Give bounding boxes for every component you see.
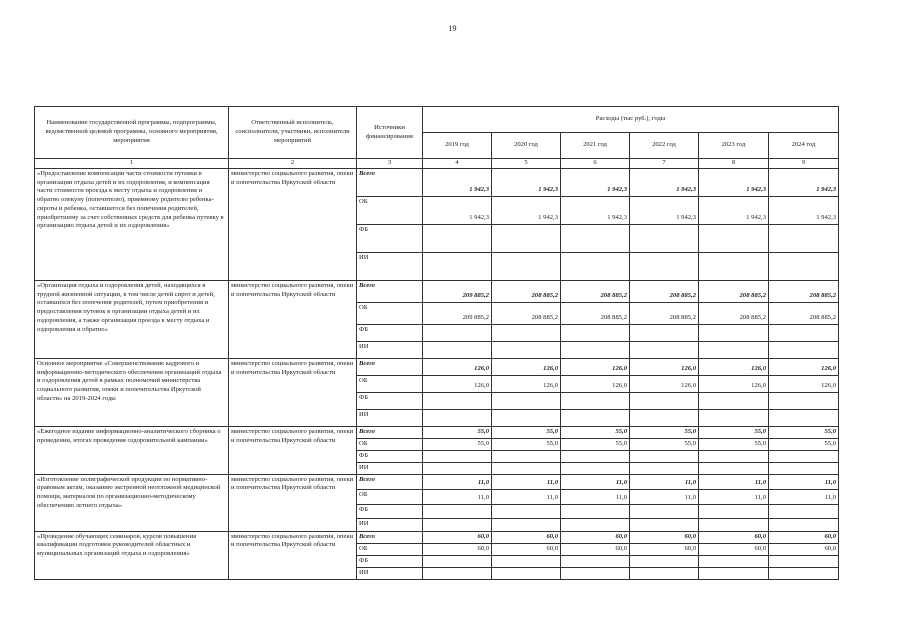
amount-cell: 1 942,3 bbox=[630, 197, 699, 225]
amount-cell bbox=[699, 393, 769, 410]
amount-cell bbox=[423, 393, 492, 410]
amount-cell: 208 885,2 bbox=[561, 303, 630, 325]
amount-cell bbox=[561, 463, 630, 475]
amount-cell: 55,0 bbox=[492, 427, 561, 439]
column-number: 5 bbox=[492, 159, 561, 169]
amount-cell bbox=[423, 253, 492, 281]
amount-cell bbox=[492, 225, 561, 253]
amount-cell: 60,0 bbox=[492, 531, 561, 543]
amount-cell bbox=[699, 410, 769, 427]
amount-cell: 55,0 bbox=[769, 439, 839, 451]
amount-cell bbox=[699, 463, 769, 475]
header-sources: Источники финансирования bbox=[357, 107, 423, 159]
amount-cell: 11,0 bbox=[492, 474, 561, 489]
amount-cell bbox=[769, 504, 839, 518]
amount-cell: 60,0 bbox=[561, 543, 630, 555]
amount-cell: 1 942,3 bbox=[561, 197, 630, 225]
amount-cell bbox=[492, 518, 561, 531]
amount-cell bbox=[769, 393, 839, 410]
amount-cell: 55,0 bbox=[492, 439, 561, 451]
amount-cell: 208 885,2 bbox=[699, 303, 769, 325]
amount-cell: 1 942,3 bbox=[492, 169, 561, 197]
funding-source: ИИ bbox=[357, 463, 423, 475]
amount-cell bbox=[630, 518, 699, 531]
header-expenses: Расходы (тыс руб.), годы bbox=[423, 107, 839, 133]
amount-cell: 126,0 bbox=[561, 359, 630, 376]
amount-cell bbox=[423, 451, 492, 463]
amount-cell bbox=[561, 567, 630, 579]
activity-executor: министерство социального развития, опеки и попечительства Иркутской области bbox=[229, 359, 357, 427]
amount-cell: 126,0 bbox=[423, 376, 492, 393]
amount-cell: 60,0 bbox=[492, 543, 561, 555]
amount-cell: 60,0 bbox=[630, 531, 699, 543]
amount-cell bbox=[492, 451, 561, 463]
amount-cell bbox=[769, 567, 839, 579]
column-number: 4 bbox=[423, 159, 492, 169]
amount-cell bbox=[423, 325, 492, 342]
amount-cell: 60,0 bbox=[423, 531, 492, 543]
funding-source: ИИ bbox=[357, 567, 423, 579]
amount-cell bbox=[423, 463, 492, 475]
column-number: 3 bbox=[357, 159, 423, 169]
amount-cell bbox=[769, 518, 839, 531]
amount-cell: 1 942,3 bbox=[699, 169, 769, 197]
activity-executor: министерство социального развития, опеки и попечительства Иркутской области bbox=[229, 531, 357, 579]
funding-source: ИИ bbox=[357, 342, 423, 359]
funding-source: ОБ bbox=[357, 489, 423, 504]
amount-cell bbox=[423, 504, 492, 518]
amount-cell: 60,0 bbox=[423, 543, 492, 555]
amount-cell bbox=[561, 518, 630, 531]
activity-name: «Предоставление компенсации части стоимости путевки в организации отдыха детей и их оздоровления, и компенсация части стоимости проезда к месту отдыха и оздоровления и обратно опекуну (попечителю), приемному родителю ребенка-сироты и ребенка, оставшегося без попечения родителей, приобретшему за счет собственных средств для ребенка путевку в организацию отдыха детей и их оздоровления» bbox=[35, 169, 229, 281]
amount-cell bbox=[561, 225, 630, 253]
header-year: 2019 год bbox=[423, 133, 492, 159]
funding-source: ФБ bbox=[357, 393, 423, 410]
funding-source: Всего bbox=[357, 474, 423, 489]
header-year: 2024 год bbox=[769, 133, 839, 159]
column-number: 6 bbox=[561, 159, 630, 169]
amount-cell bbox=[630, 410, 699, 427]
amount-cell: 1 942,3 bbox=[630, 169, 699, 197]
funding-source: ИИ bbox=[357, 518, 423, 531]
table-row bbox=[35, 474, 839, 489]
amount-cell: 208 885,2 bbox=[492, 303, 561, 325]
amount-cell: 1 942,3 bbox=[769, 169, 839, 197]
amount-cell bbox=[561, 342, 630, 359]
amount-cell: 208 885,2 bbox=[630, 281, 699, 303]
amount-cell bbox=[423, 410, 492, 427]
amount-cell bbox=[630, 451, 699, 463]
table-row bbox=[35, 169, 839, 197]
funding-source: ФБ bbox=[357, 451, 423, 463]
amount-cell: 55,0 bbox=[561, 439, 630, 451]
amount-cell: 11,0 bbox=[561, 489, 630, 504]
amount-cell: 1 942,3 bbox=[423, 197, 492, 225]
expenses-table bbox=[34, 106, 839, 580]
amount-cell bbox=[423, 567, 492, 579]
activity-executor: министерство социального развития, опеки и попечительства Иркутской области bbox=[229, 427, 357, 475]
amount-cell: 126,0 bbox=[699, 376, 769, 393]
amount-cell bbox=[699, 253, 769, 281]
funding-source: ОБ bbox=[357, 197, 423, 225]
column-number: 9 bbox=[769, 159, 839, 169]
amount-cell: 60,0 bbox=[769, 543, 839, 555]
amount-cell bbox=[769, 253, 839, 281]
amount-cell bbox=[561, 504, 630, 518]
amount-cell bbox=[492, 504, 561, 518]
header-year: 2020 год bbox=[492, 133, 561, 159]
amount-cell bbox=[630, 555, 699, 567]
amount-cell bbox=[492, 567, 561, 579]
amount-cell bbox=[699, 504, 769, 518]
amount-cell: 55,0 bbox=[423, 439, 492, 451]
amount-cell bbox=[561, 555, 630, 567]
amount-cell bbox=[769, 342, 839, 359]
amount-cell: 55,0 bbox=[423, 427, 492, 439]
amount-cell bbox=[561, 325, 630, 342]
activity-name: «Организация отдыха и оздоровления детей, находящихся в трудной жизненной ситуации, в том числе детей сирот и детей, оставшихся без попечения родителей, путем приобретения и предоставления путевок в организации отдыха детей и их оздоровления, а также организация проезда к месту отдыха и оздоровления и обратно» bbox=[35, 281, 229, 359]
amount-cell: 55,0 bbox=[630, 427, 699, 439]
amount-cell: 11,0 bbox=[630, 489, 699, 504]
amount-cell bbox=[492, 393, 561, 410]
amount-cell: 208 885,2 bbox=[492, 281, 561, 303]
funding-source: ФБ bbox=[357, 325, 423, 342]
amount-cell bbox=[630, 463, 699, 475]
amount-cell bbox=[630, 225, 699, 253]
amount-cell bbox=[492, 325, 561, 342]
amount-cell: 60,0 bbox=[699, 543, 769, 555]
amount-cell: 209 885,2 bbox=[423, 303, 492, 325]
amount-cell: 11,0 bbox=[699, 474, 769, 489]
header-name: Наименование государственной программы, подпрограммы, ведомственной целевой программы, основного мероприятия, мероприятия bbox=[35, 107, 229, 159]
funding-source: Всего bbox=[357, 531, 423, 543]
amount-cell bbox=[630, 567, 699, 579]
amount-cell: 126,0 bbox=[699, 359, 769, 376]
amount-cell bbox=[769, 410, 839, 427]
header-year: 2023 год bbox=[699, 133, 769, 159]
amount-cell: 11,0 bbox=[630, 474, 699, 489]
amount-cell bbox=[769, 325, 839, 342]
amount-cell: 55,0 bbox=[699, 439, 769, 451]
amount-cell: 1 942,3 bbox=[699, 197, 769, 225]
amount-cell: 126,0 bbox=[492, 376, 561, 393]
amount-cell bbox=[423, 225, 492, 253]
amount-cell: 126,0 bbox=[561, 376, 630, 393]
column-number: 1 bbox=[35, 159, 229, 169]
amount-cell: 60,0 bbox=[769, 531, 839, 543]
amount-cell bbox=[492, 253, 561, 281]
funding-source: Всего bbox=[357, 359, 423, 376]
table-row bbox=[35, 531, 839, 543]
funding-source: ОБ bbox=[357, 376, 423, 393]
amount-cell: 11,0 bbox=[423, 474, 492, 489]
activity-executor: министерство социального развития, опеки и попечительства Иркутской области bbox=[229, 169, 357, 281]
amount-cell: 208 885,2 bbox=[561, 281, 630, 303]
amount-cell bbox=[561, 253, 630, 281]
amount-cell bbox=[630, 504, 699, 518]
funding-source: ФБ bbox=[357, 504, 423, 518]
amount-cell: 208 885,2 bbox=[769, 281, 839, 303]
amount-cell bbox=[769, 463, 839, 475]
amount-cell: 1 942,3 bbox=[492, 197, 561, 225]
amount-cell bbox=[423, 342, 492, 359]
amount-cell: 126,0 bbox=[769, 376, 839, 393]
amount-cell: 55,0 bbox=[699, 427, 769, 439]
amount-cell bbox=[492, 342, 561, 359]
amount-cell: 126,0 bbox=[769, 359, 839, 376]
column-number: 8 bbox=[699, 159, 769, 169]
activity-name: Основное мероприятие «Совершенствование кадрового и информационно-методического обеспечения организаций отдыха и оздоровления детей в рамках полномочий министерства социального развития, опеки и попечительства Иркутской области» на 2019-2024 годы bbox=[35, 359, 229, 427]
amount-cell bbox=[492, 463, 561, 475]
amount-cell: 126,0 bbox=[492, 359, 561, 376]
header-year: 2021 год bbox=[561, 133, 630, 159]
amount-cell: 55,0 bbox=[630, 439, 699, 451]
amount-cell: 126,0 bbox=[630, 359, 699, 376]
amount-cell bbox=[561, 410, 630, 427]
activity-executor: министерство социального развития, опеки и попечительства Иркутской области bbox=[229, 281, 357, 359]
amount-cell bbox=[492, 410, 561, 427]
amount-cell bbox=[699, 518, 769, 531]
amount-cell: 11,0 bbox=[769, 489, 839, 504]
amount-cell: 1 942,3 bbox=[423, 169, 492, 197]
header-year: 2022 год bbox=[630, 133, 699, 159]
amount-cell bbox=[630, 325, 699, 342]
amount-cell bbox=[769, 451, 839, 463]
column-number: 7 bbox=[630, 159, 699, 169]
amount-cell: 1 942,3 bbox=[561, 169, 630, 197]
amount-cell: 209 885,2 bbox=[423, 281, 492, 303]
amount-cell: 11,0 bbox=[769, 474, 839, 489]
table-row bbox=[35, 359, 839, 376]
amount-cell: 208 885,2 bbox=[630, 303, 699, 325]
amount-cell: 1 942,3 bbox=[769, 197, 839, 225]
funding-source: ФБ bbox=[357, 225, 423, 253]
amount-cell: 126,0 bbox=[423, 359, 492, 376]
funding-source: ОБ bbox=[357, 439, 423, 451]
funding-source: Всего bbox=[357, 169, 423, 197]
amount-cell bbox=[699, 325, 769, 342]
amount-cell: 60,0 bbox=[699, 531, 769, 543]
amount-cell bbox=[561, 451, 630, 463]
amount-cell bbox=[769, 225, 839, 253]
amount-cell: 60,0 bbox=[561, 531, 630, 543]
funding-source: Всего bbox=[357, 281, 423, 303]
amount-cell bbox=[699, 451, 769, 463]
amount-cell bbox=[492, 555, 561, 567]
amount-cell bbox=[769, 555, 839, 567]
amount-cell: 55,0 bbox=[769, 427, 839, 439]
amount-cell bbox=[699, 555, 769, 567]
amount-cell bbox=[630, 342, 699, 359]
amount-cell bbox=[423, 555, 492, 567]
amount-cell bbox=[630, 253, 699, 281]
amount-cell bbox=[630, 393, 699, 410]
amount-cell bbox=[561, 393, 630, 410]
column-number: 2 bbox=[229, 159, 357, 169]
amount-cell: 11,0 bbox=[699, 489, 769, 504]
funding-source: ОБ bbox=[357, 303, 423, 325]
funding-source: ОБ bbox=[357, 543, 423, 555]
page-number: 19 bbox=[448, 24, 457, 33]
funding-source: ИИ bbox=[357, 253, 423, 281]
funding-source: ИИ bbox=[357, 410, 423, 427]
amount-cell bbox=[423, 518, 492, 531]
amount-cell bbox=[699, 342, 769, 359]
activity-name: «Изготовление полиграфической продукции по нормативно-правовым актам, оказанию экстренной неотложной медицинской помощи, материалов по организационно-методическому обеспечению летнего отдыха» bbox=[35, 474, 229, 531]
amount-cell: 11,0 bbox=[561, 474, 630, 489]
amount-cell bbox=[699, 225, 769, 253]
amount-cell: 55,0 bbox=[561, 427, 630, 439]
amount-cell: 208 885,2 bbox=[769, 303, 839, 325]
funding-source: Всего bbox=[357, 427, 423, 439]
activity-executor: министерство социального развития, опеки и попечительства Иркутской области bbox=[229, 474, 357, 531]
amount-cell: 11,0 bbox=[492, 489, 561, 504]
table-row bbox=[35, 281, 839, 303]
amount-cell: 208 885,2 bbox=[699, 281, 769, 303]
amount-cell: 126,0 bbox=[630, 376, 699, 393]
amount-cell: 11,0 bbox=[423, 489, 492, 504]
amount-cell: 60,0 bbox=[630, 543, 699, 555]
table-row bbox=[35, 427, 839, 439]
activity-name: «Проведение обучающих семинаров, курсов повышения квалификации подготовки руководителей областных и муниципальных организаций отдыха и оздоровления» bbox=[35, 531, 229, 579]
amount-cell bbox=[699, 567, 769, 579]
activity-name: «Ежегодное издание информационно-аналитического сборника о проведении, итогах проведения оздоровительной кампании» bbox=[35, 427, 229, 475]
funding-source: ФБ bbox=[357, 555, 423, 567]
header-executor: Ответственный исполнитель, соисполнители, участники, исполнители мероприятий bbox=[229, 107, 357, 159]
